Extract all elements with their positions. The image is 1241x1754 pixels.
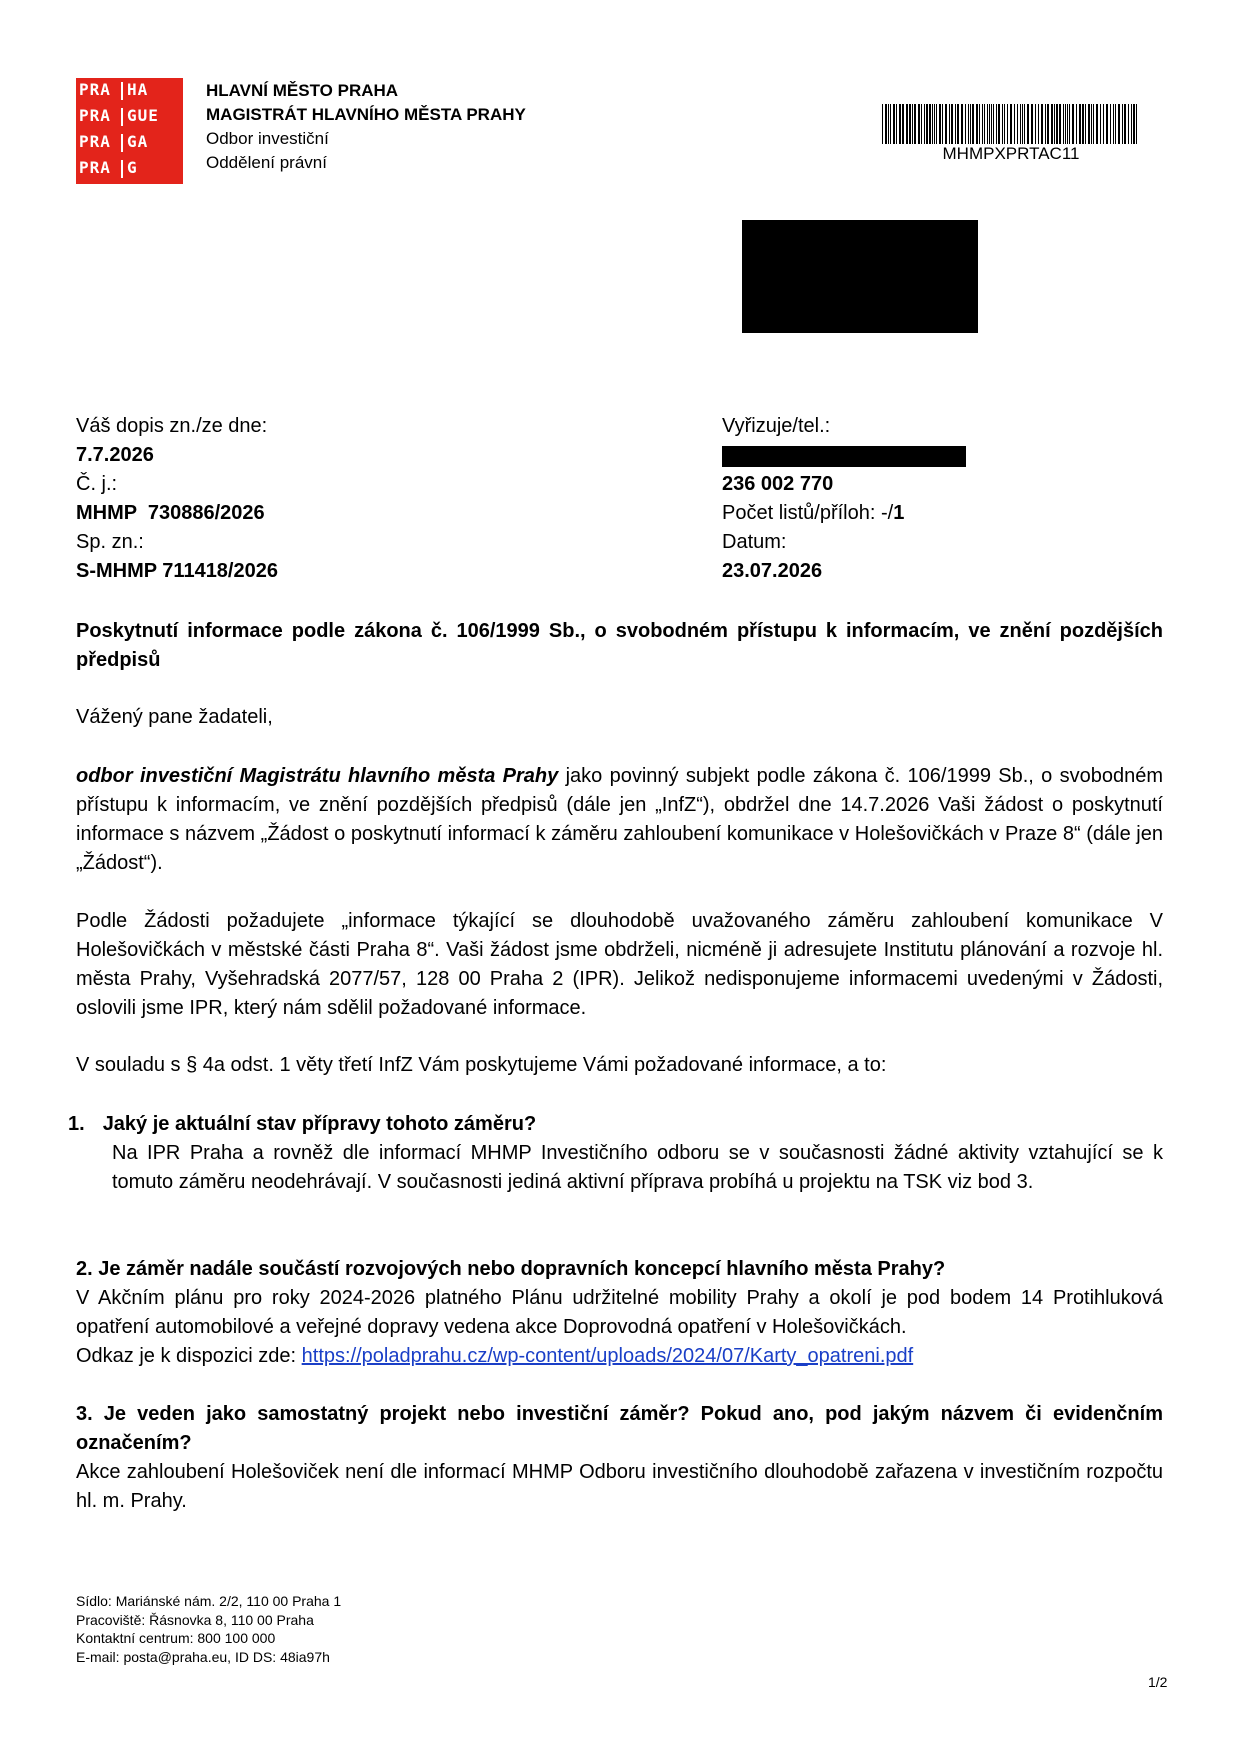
barcode-bar [1056, 104, 1058, 144]
barcode-bar [932, 104, 933, 144]
barcode-bar [1047, 104, 1049, 144]
paragraph-intro: odbor investiční Magistrátu hlavního města Prahy jako povinný subjekt podle zákona č. 106/1999 Sb., o svobodném přístupu k informacím, ve znění pozdějších předpisů (dále jen „InfZ“), obdržel dne 14.7.2026 Vaši žádost o poskytnutí informace s názvem „Žádost o poskytnutí informací k záměru zahloubení komunikace v Holešovičkách v Praze 8“ (dále jen „Žádost“). [76, 765, 1164, 874]
barcode-bar [1076, 104, 1077, 144]
file-number: S-MHMP 711418/2026 [76, 560, 278, 582]
barcode-code: MHMPXPRTAC11 [942, 144, 1080, 163]
barcode-bar [885, 104, 887, 144]
barcode-bar [993, 104, 994, 144]
barcode-bar [945, 104, 947, 144]
barcode [882, 104, 1140, 144]
barcode-bar [896, 104, 897, 144]
barcode-bar [918, 104, 920, 144]
barcode-bar [955, 104, 956, 144]
barcode-bar [1128, 104, 1129, 144]
barcode-bar [987, 104, 988, 144]
barcode-bar [1022, 104, 1023, 144]
barcode-bar [976, 104, 978, 144]
barcode-bar [949, 104, 950, 144]
barcode-bar [1035, 104, 1036, 144]
subject: Poskytnutí informace podle zákona č. 106/1999 Sb., o svobodném přístupu k informacím, ve znění pozdějších předpisů [76, 620, 1163, 671]
footer-email: E-mail: posta@praha.eu, ID DS: 48ia97h [76, 1648, 330, 1665]
barcode-bar [942, 104, 943, 144]
barcode-bar [1072, 104, 1074, 144]
barcode-bar [991, 104, 992, 144]
barcode-bar [902, 104, 904, 144]
logo-row: PRA GA [79, 132, 149, 151]
barcode-bar [1082, 104, 1084, 144]
barcode-bar [1051, 104, 1053, 144]
praha-logo [76, 78, 183, 184]
barcode-bar [998, 104, 1000, 144]
logo-row: PRA G [79, 158, 138, 177]
barcode-bar [921, 104, 922, 144]
barcode-bar [1085, 104, 1086, 144]
footer-contact-centre: Kontaktní centrum: 800 100 000 [76, 1630, 276, 1646]
barcode-bar [1096, 104, 1098, 144]
handler-name-redacted [722, 441, 904, 470]
barcode-bar [936, 104, 937, 144]
barcode-bar [1067, 104, 1068, 144]
barcode-bar [1038, 104, 1039, 144]
barcode-bar [909, 104, 911, 144]
barcode-bar [1024, 104, 1025, 144]
barcode-bar [939, 104, 941, 144]
barcode-bar [1007, 104, 1008, 144]
answer-2: V Akčním plánu pro roky 2024-2026 platného Plánu udržitelné mobility Prahy a okolí je pod bodem 14 Protihluková opatření automobilové a veřejné dopravy vedena akce Doprovodná opatření v Holešovičkách. Odkaz je k dispozici zde: https://poladprahu.cz/wp-content/uploads/2024/07/Karty_opatreni.pdf [76, 1287, 1163, 1367]
barcode-bar [929, 104, 931, 144]
barcode-bar [982, 104, 983, 144]
barcode-bar [1110, 104, 1111, 144]
barcode-bar [1059, 104, 1061, 144]
redaction-block [742, 220, 978, 333]
barcode-bar [890, 104, 891, 144]
barcode-bar [1093, 104, 1094, 144]
handler-phone: 236 002 770 [722, 473, 834, 495]
barcode-bar [893, 104, 895, 144]
barcode-bar [984, 104, 985, 144]
salutation: Vážený pane žadateli, [76, 706, 273, 728]
barcode-bar [1106, 104, 1108, 144]
footer-workplace: Pracoviště: Řásnovka 8, 110 00 Praha [76, 1611, 314, 1628]
barcode-bar [882, 104, 883, 144]
letterhead-city: HLAVNÍ MĚSTO PRAHA [206, 81, 399, 100]
barcode-bar [924, 104, 925, 144]
barcode-bar [1069, 104, 1070, 144]
barcode-bar [1115, 104, 1116, 144]
barcode-bar [1131, 104, 1132, 144]
page-number: 1/2 [1148, 1674, 1168, 1690]
barcode-bar [912, 104, 913, 144]
barcode-bar [1122, 104, 1123, 144]
reference-block [76, 412, 278, 586]
question-3: 3. Je veden jako samostatný projekt nebo investiční záměr? Pokud ano, pod jakým názvem či evidenčním označením? [76, 1403, 1163, 1454]
your-letter-date: 7.7.2026 [76, 444, 154, 466]
barcode-bar [1031, 104, 1033, 144]
reference-number-label: Č. j.: [76, 473, 118, 495]
barcode-bar [957, 104, 959, 144]
handler-label: Vyřizuje/tel.: [722, 415, 831, 437]
barcode-bar [934, 104, 935, 144]
barcode-bar [1002, 104, 1003, 144]
barcode-bar [1100, 104, 1101, 144]
barcode-bar [1124, 104, 1126, 144]
your-letter-label: Váš dopis zn./ze dne: [76, 415, 268, 437]
barcode-bar [1027, 104, 1029, 144]
barcode-bar [1010, 104, 1012, 144]
barcode-bar [1014, 104, 1015, 144]
letterhead-section: Oddělení právní [206, 153, 327, 172]
barcode-bar [968, 104, 969, 144]
logo-row: PRA HA [79, 80, 149, 99]
barcode-bar [996, 104, 997, 144]
barcode-bar [1065, 104, 1066, 144]
barcode-bar [989, 104, 990, 144]
reference-number: MHMP 730886/2026 [76, 502, 265, 524]
answer-1: Na IPR Praha a rovněž dle informací MHMP Investičního odboru se v současnosti žádné aktivity vztahující se k tomuto záměru neodehrávají. V současnosti jediná aktivní příprava probíhá u projektu na TSK viz bod 3. [112, 1142, 1163, 1193]
barcode-bar [1079, 104, 1081, 144]
barcode-bar [972, 104, 974, 144]
barcode-bar [1118, 104, 1120, 144]
barcode-bar [965, 104, 966, 144]
barcode-bar [961, 104, 963, 144]
barcode-bar [951, 104, 953, 144]
barcode-bar [1136, 104, 1137, 144]
barcode-bar [1041, 104, 1043, 144]
letterhead-department: Odbor investiční [206, 129, 329, 148]
sheets-attachments: Počet listů/příloh: -/1 [722, 502, 905, 524]
letterhead-office: MAGISTRÁT HLAVNÍHO MĚSTA PRAHY [206, 105, 526, 124]
barcode-bar [1063, 104, 1064, 144]
letter-date: 23.07.2026 [722, 560, 823, 582]
handler-block [722, 412, 904, 586]
barcode-bar [1054, 104, 1055, 144]
barcode-bar [899, 104, 901, 144]
barcode-bar [1004, 104, 1005, 144]
barcode-bar [1133, 104, 1135, 144]
letterhead [206, 79, 526, 175]
barcode-bar [1045, 104, 1046, 144]
barcode-bar [1113, 104, 1114, 144]
date-label: Datum: [722, 531, 787, 553]
logo-row: PRA GUE [79, 106, 159, 125]
barcode-bar [906, 104, 908, 144]
question-1: 1. Jaký je aktuální stav přípravy tohoto záměru? [68, 1113, 537, 1135]
barcode-bar [926, 104, 928, 144]
paragraph-request: Podle Žádosti požadujete „informace týkající se dlouhodobě uvažovaného záměru zahloubení komunikace V Holešovičkách v městské části Praha 8“. Vaši žádost jsme obdrželi, nicméně ji adresujete Institutu plánování a rozvoje hl. města Prahy, Vyšehradská 2077/57, 128 00 Praha 2 (IPR). Jelikož nedisponujeme informacemi uvedenými v Žádosti, oslovili jsme IPR, který nám sdělil požadované informace. [76, 910, 1163, 1019]
file-number-label: Sp. zn.: [76, 531, 144, 553]
paragraph-provision: V souladu s § 4a odst. 1 věty třetí InfZ Vám poskytujeme Vámi požadované informace, a to: [76, 1054, 887, 1076]
barcode-bar [888, 104, 889, 144]
question-2: 2. Je záměr nadále součástí rozvojových nebo dopravních koncepcí hlavního města Prahy? [76, 1258, 946, 1280]
karty-opatreni-link[interactable]: https://poladprahu.cz/wp-content/uploads/2024/07/Karty_opatreni.pdf [301, 1345, 914, 1367]
footer [76, 1592, 341, 1666]
barcode-bar [970, 104, 971, 144]
barcode-bar [1091, 104, 1092, 144]
barcode-bar [1020, 104, 1021, 144]
barcode-bar [914, 104, 916, 144]
barcode-bar [1088, 104, 1090, 144]
barcode-bar [1103, 104, 1104, 144]
footer-seat: Sídlo: Mariánské nám. 2/2, 110 00 Praha 1 [76, 1593, 342, 1609]
barcode-bar [979, 104, 980, 144]
answer-3: Akce zahloubení Holešoviček není dle informací MHMP Odboru investičního dlouhodobě zařazena v investičním rozpočtu hl. m. Prahy. [76, 1461, 1163, 1512]
barcode-bar [1017, 104, 1018, 144]
